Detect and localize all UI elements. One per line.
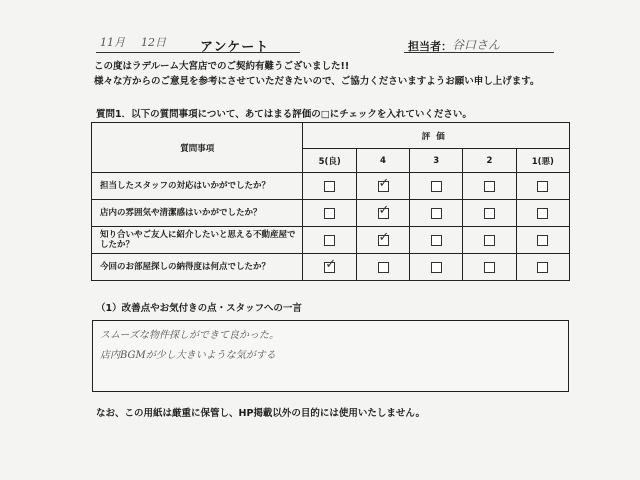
rating-checkbox[interactable] [431, 262, 442, 273]
scale-3: 3 [410, 149, 463, 173]
intro-line-2: 様々な方からのご意見を参考にさせていただきたいので、ご協力くださいますようお願い申し上げます。 [94, 76, 540, 87]
rating-checkbox[interactable] [484, 235, 495, 246]
table-row [92, 254, 570, 281]
rating-checkbox[interactable] [537, 181, 548, 192]
rating-checkbox[interactable] [484, 262, 495, 273]
rating-checkbox[interactable] [431, 235, 442, 246]
scale-2: 2 [463, 149, 516, 173]
rating-checkbox[interactable] [537, 208, 548, 219]
comment-label: （1）改善点やお気付きの点・スタッフへの一言 [96, 303, 302, 314]
rating-checkbox[interactable] [431, 181, 442, 192]
rating-checkbox[interactable] [378, 181, 389, 192]
question-text: 担当したスタッフの対応はいかがでしたか？ [92, 173, 303, 200]
staff-value[interactable]: 谷口さん [452, 38, 501, 52]
intro-line-1: この度はラデルーム大宮店でのご契約有難うございました!! [94, 61, 350, 72]
table-row [92, 173, 570, 200]
rating-checkbox[interactable] [431, 208, 442, 219]
rating-checkbox[interactable] [324, 208, 335, 219]
rating-checkbox[interactable] [378, 208, 389, 219]
question-text: 店内の雰囲気や清潔感はいかがでしたか？ [92, 200, 303, 227]
rating-checkbox[interactable] [537, 262, 548, 273]
question-text: 今回のお部屋探しの納得度は何点でしたか？ [92, 254, 303, 281]
comment-line-1: スムーズな物件探しができて良かった。 [100, 330, 279, 341]
rating-checkbox[interactable] [537, 235, 548, 246]
rating-checkbox[interactable] [378, 262, 389, 273]
rating-checkbox[interactable] [484, 208, 495, 219]
date-day: 12日 [141, 36, 166, 49]
table-row [92, 227, 570, 254]
rating-table [91, 122, 570, 281]
question-1-instruction: 質問1．以下の質問事項について、あてはまる評価の□にチェックを入れていください。 [96, 109, 472, 120]
table-row [92, 200, 570, 227]
eval-header: 評価 [303, 123, 570, 149]
rating-checkbox[interactable] [324, 181, 335, 192]
date-month: 11月 [100, 36, 125, 49]
staff-underline [404, 52, 554, 53]
survey-title: アンケート [200, 40, 270, 55]
staff-label: 担当者： [408, 40, 452, 53]
comment-line-2: 店内BGMが少し大きいような気がする [100, 350, 276, 361]
title-underline [96, 52, 300, 53]
scale-1: 1(悪) [516, 149, 569, 173]
rating-checkbox[interactable] [324, 235, 335, 246]
scale-5: 5(良) [303, 149, 356, 173]
footer-note: なお、この用紙は厳重に保管し、HP掲載以外の目的には使用いたしません。 [96, 408, 425, 419]
scale-4: 4 [356, 149, 409, 173]
rating-checkbox[interactable] [324, 262, 335, 273]
item-header: 質問事項 [92, 123, 303, 173]
question-text: 知り合いやご友人に紹介したいと思える不動産屋でしたか？ [92, 227, 303, 254]
rating-checkbox[interactable] [378, 235, 389, 246]
rating-checkbox[interactable] [484, 181, 495, 192]
